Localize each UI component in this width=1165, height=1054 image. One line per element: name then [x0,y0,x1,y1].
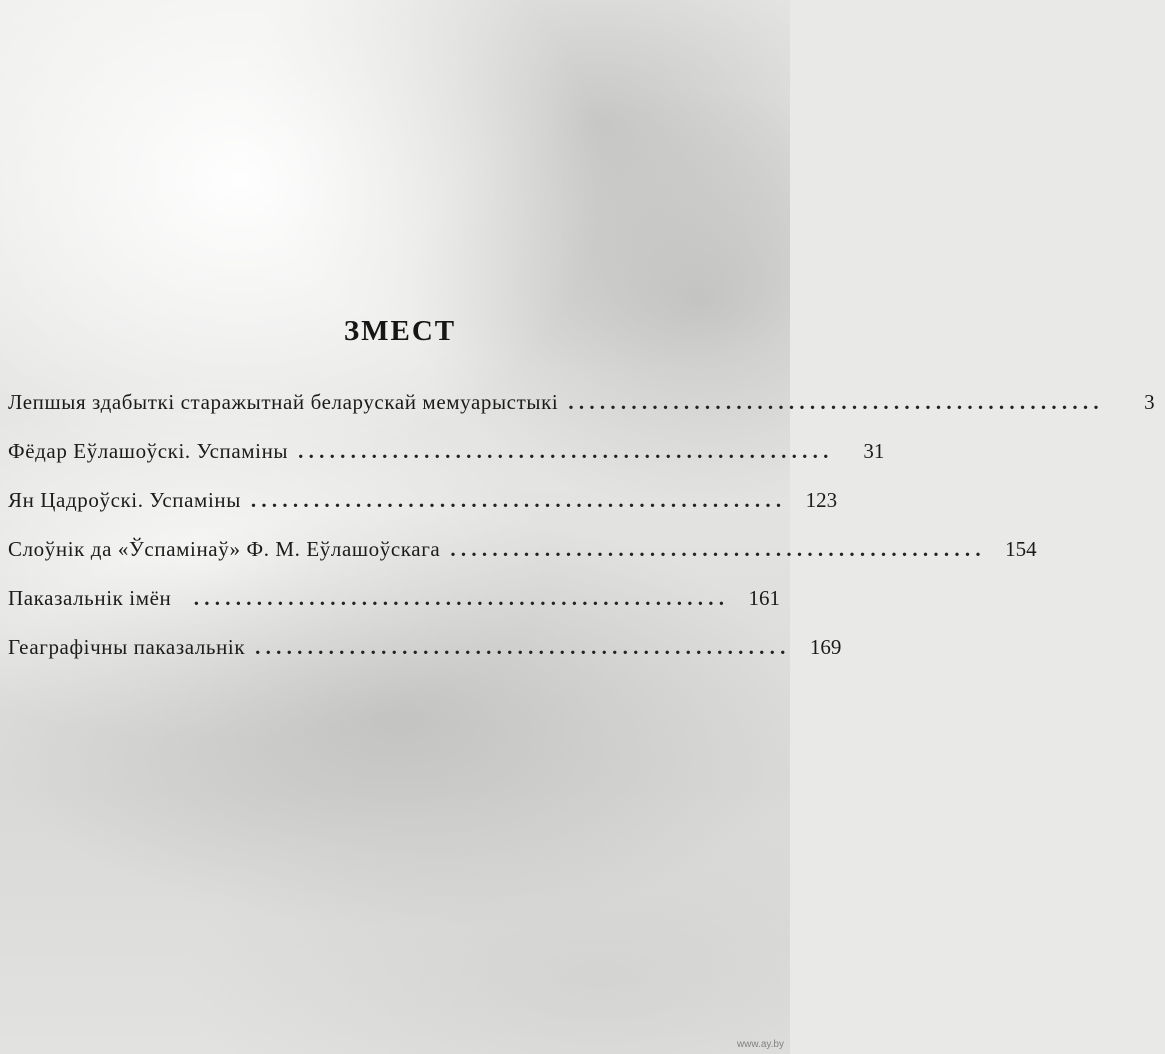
toc-entry-page: 154 [1005,537,1037,561]
table-of-contents [8,390,1155,684]
toc-entry-label: Ян Цадроўскі. Успаміны [8,488,241,512]
toc-entry-label: Паказальнік імён [8,586,172,610]
toc-dot-leader: . . . . . . . . . . . . . . . . . . . . . . . . . . . . . . . . . . . . . . . . . . . . . . . . . . . [255,635,786,659]
toc-entry [8,586,790,635]
toc-entry-page: 3 [1144,390,1155,414]
watermark: www.ay.by [736,1039,784,1050]
toc-entry-label: Слоўнік да «Ўспамінаў» Ф. М. Еўлашоўскага [8,537,441,561]
toc-entry [8,635,842,684]
toc-entry-page: 169 [809,635,842,659]
toc-entry-page: 161 [748,586,780,610]
toc-entry [8,390,1155,439]
toc-entry-label: Фёдар Еўлашоўскі. Успаміны [8,439,289,463]
toc-entry [8,488,838,537]
toc-entry [8,537,1037,586]
page-title: ЗМЕСТ [343,315,457,347]
toc-entry-label: Лепшыя здабыткі старажытнай беларускай мемуарыстыкі [8,390,559,414]
toc-entry-page: 123 [805,488,838,512]
toc-dot-leader: . . . . . . . . . . . . . . . . . . . . . . . . . . . . . . . . . . . . . . . . . . . . . . . . . . . [450,537,981,561]
toc-entry [8,439,885,488]
toc-entry-label: Геаграфічны паказальнік [8,635,246,659]
toc-dot-leader: . . . . . . . . . . . . . . . . . . . . . . . . . . . . . . . . . . . . . . . . . . . . . . . . . . . [298,439,829,463]
toc-dot-leader: . . . . . . . . . . . . . . . . . . . . . . . . . . . . . . . . . . . . . . . . . . . . . . . . . . . [250,488,782,512]
toc-entry-page: 31 [863,439,885,463]
toc-dot-leader: . . . . . . . . . . . . . . . . . . . . . . . . . . . . . . . . . . . . . . . . . . . . . . . . . . . [193,586,724,610]
toc-dot-leader: . . . . . . . . . . . . . . . . . . . . . . . . . . . . . . . . . . . . . . . . . . . . . . . . . . . [568,390,1099,414]
